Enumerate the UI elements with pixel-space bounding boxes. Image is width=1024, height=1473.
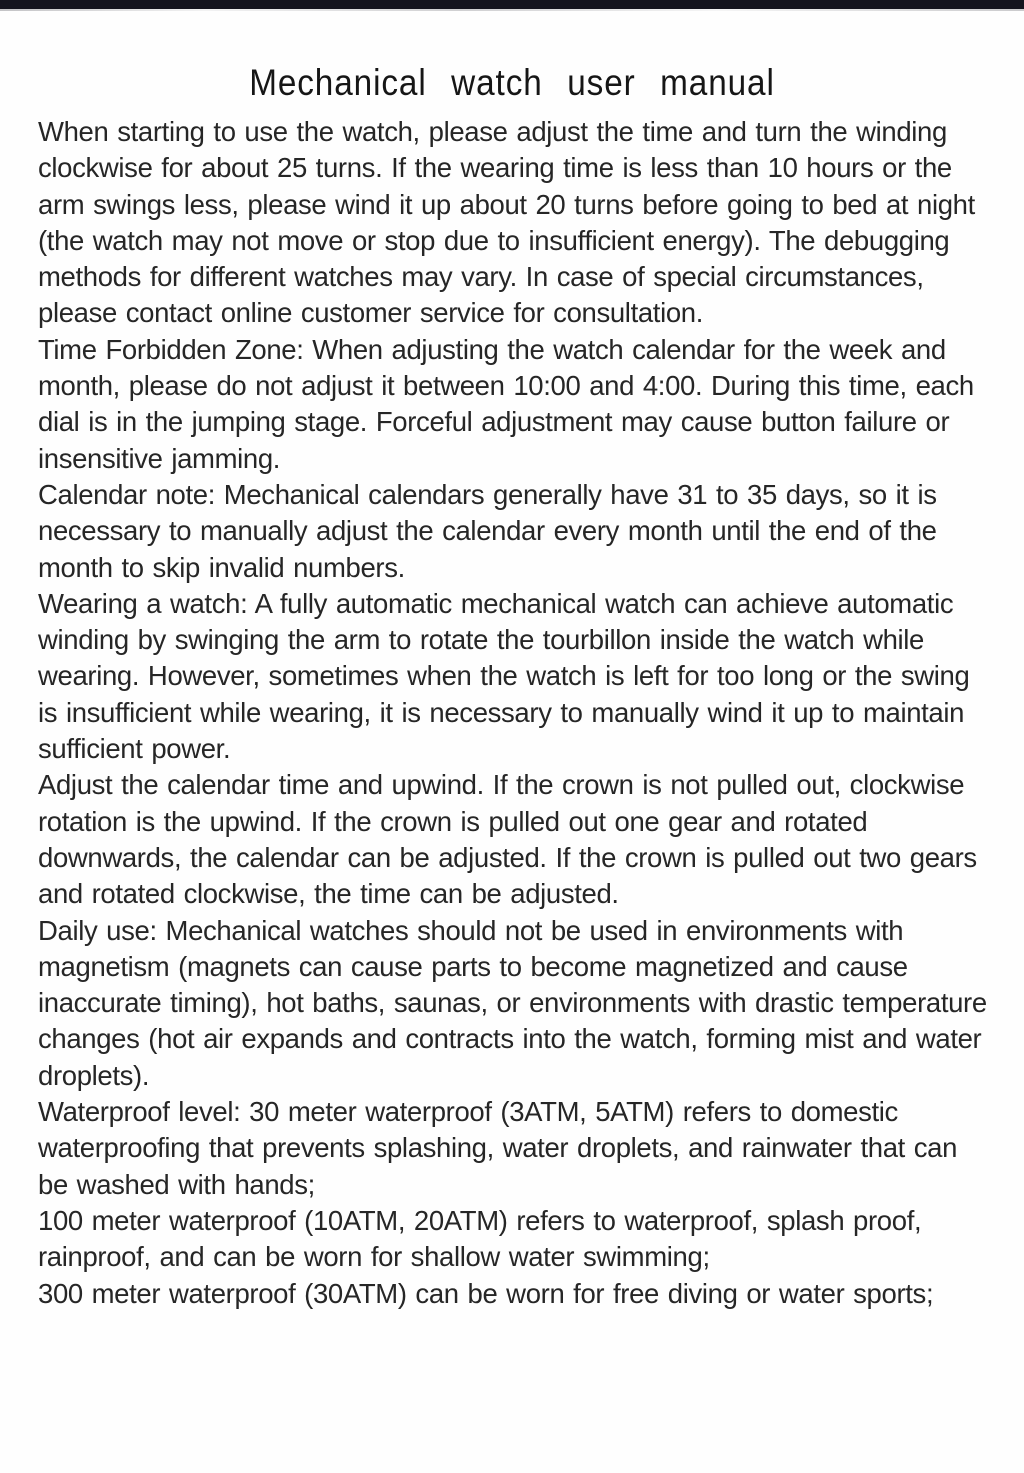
paragraph-wearing-a-watch: Wearing a watch: A fully automatic mechanical watch can achieve automatic winding by swinging the arm to rotate the tourbillon inside the watch while wearing. However, sometimes when the watch is left for too long or the swing is insufficient while wearing, it is necessary to manually wind it up to maintain sufficient power. — [38, 587, 970, 765]
paragraph-time-forbidden-zone: Time Forbidden Zone: When adjusting the watch calendar for the week and month, please do not adjust it between 10:00 and 4:00. During this time, each dial is in the jumping stage. Forceful adjustment may cause button failure or insensitive jamming. — [38, 333, 974, 474]
paragraph-waterproof-300m: 300 meter waterproof (30ATM) can be worn for free diving or water sports; — [38, 1277, 934, 1309]
page-title: Mechanical watch user manual — [249, 62, 775, 103]
paragraph-calendar-note: Calendar note: Mechanical calendars generally have 31 to 35 days, so it is necessary to manually adjust the calendar every month until the end of the month to skip invalid numbers. — [38, 478, 937, 583]
paragraph-intro-winding: When starting to use the watch, please adjust the time and turn the winding clockwise for about 25 turns. If the wearing time is less than 10 hours or the arm swings less, please wind it up about 20 turns before going to bed at night (the watch may not move or stop due to insufficient energy). The debugging methods for different watches may vary. In case of special circumstances, please contact online customer service for consultation. — [38, 116, 975, 329]
paragraph-waterproof-100m: 100 meter waterproof (10ATM, 20ATM) refers to waterproof, splash proof, rainproof, and can be worn for shallow water swimming; — [38, 1204, 922, 1273]
paragraph-waterproof-level-30m: Waterproof level: 30 meter waterproof (3ATM, 5ATM) refers to domestic waterproofing that prevents splashing, water droplets, and rainwater that can be washed with hands; — [38, 1096, 958, 1200]
manual-body — [38, 114, 988, 1312]
paragraph-daily-use: Daily use: Mechanical watches should not be used in environments with magnetism (magnets can cause parts to become magnetized and cause inaccurate timing), hot baths, saunas, or environments with drastic temperature changes (hot air expands and contracts into the watch, forming mist and water droplets). — [38, 914, 987, 1091]
paragraph-adjust-calendar-time: Adjust the calendar time and upwind. If the crown is not pulled out, clockwise rotation is the upwind. If the crown is pulled out one gear and rotated downwards, the calendar can be adjusted. If the crown is pulled out two gears and rotated clockwise, the time can be adjusted. — [38, 769, 977, 910]
